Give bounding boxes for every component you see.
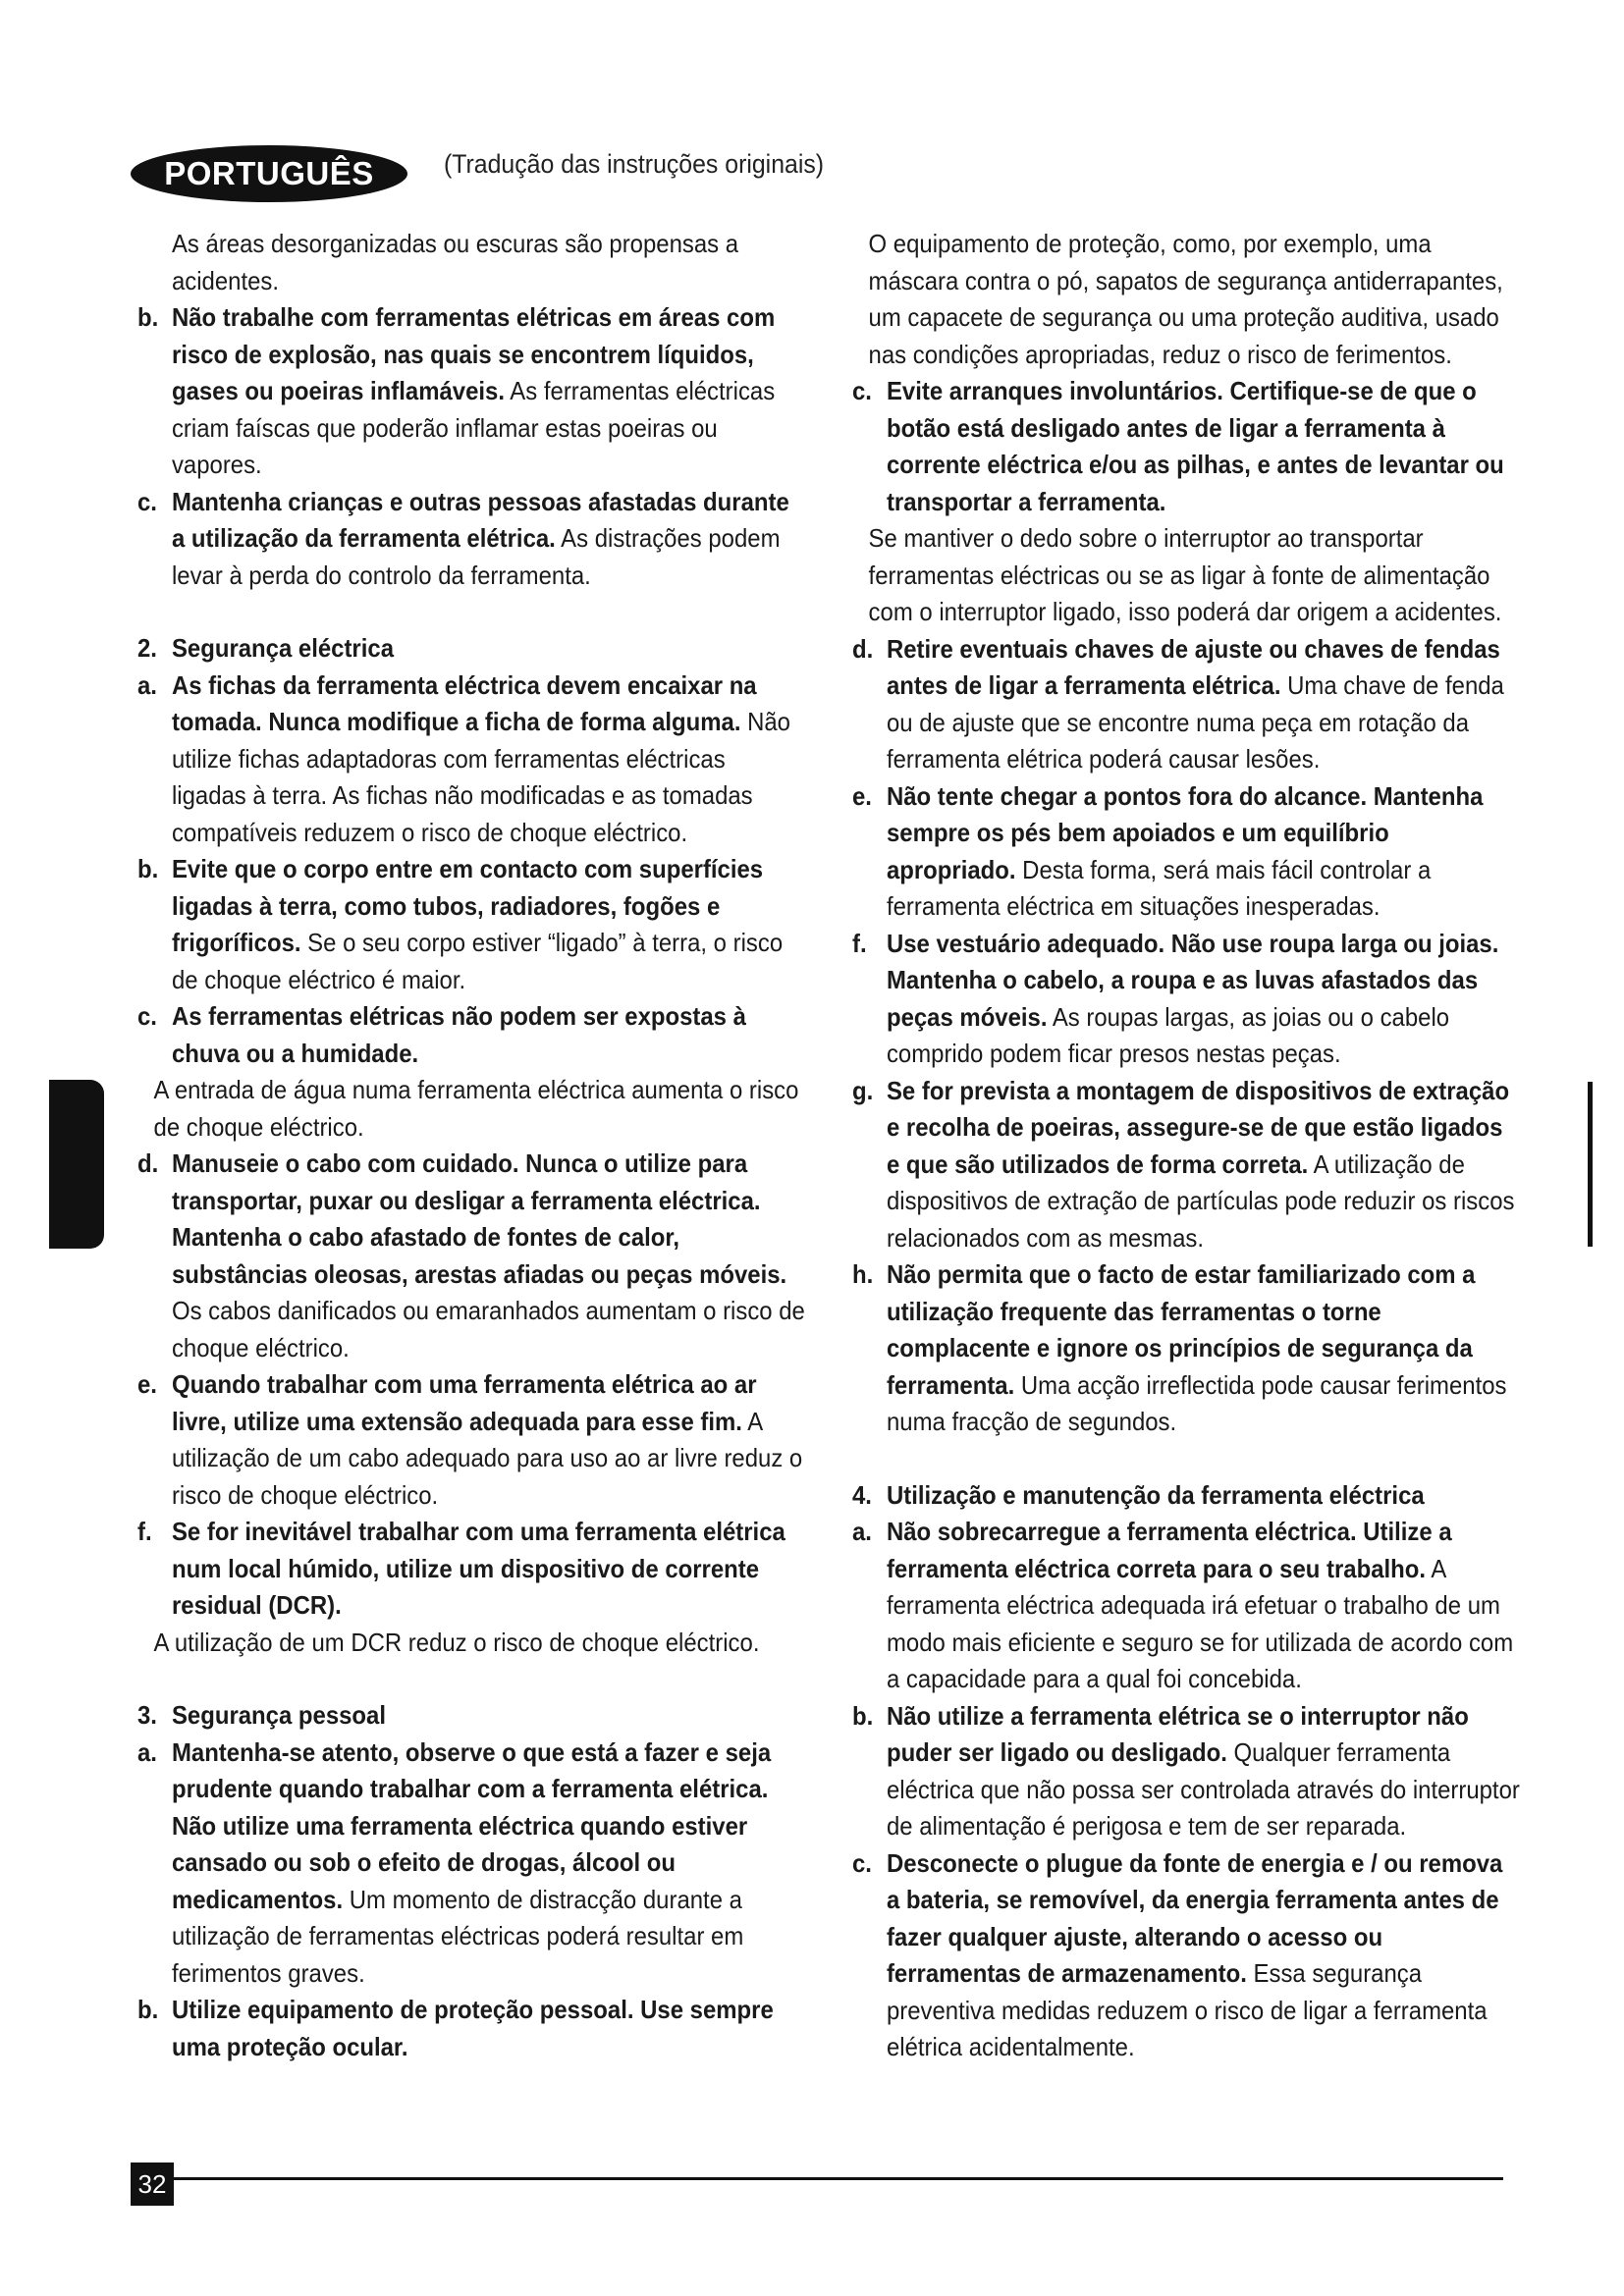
item-emphasis: As ferramentas elétricas não podem ser expostas à chuva ou a humidade.: [171, 1001, 746, 1068]
item-text: Se o seu corpo estiver “ligado” à terra, o risco de choque eléctrico é maior.: [171, 928, 784, 994]
item-emphasis: Não sobrecarregue a ferramenta eléctrica. Utilize a ferramenta eléctrica correta para o seu trabalho.: [886, 1517, 1452, 1583]
instruction-item: [137, 998, 806, 1072]
instruction-item: [852, 1845, 1521, 2066]
item-emphasis: Desconecte o plugue da fonte de energia e / ou remova a bateria, se removível, da energia ferramenta antes de fazer qualquer ajuste, alterando o acesso ou ferramentas de armazenamento.: [886, 1847, 1503, 1988]
item-text: Essa segurança preventiva medidas reduzem o risco de ligar a ferramenta elétrica acidentalmente.: [886, 1958, 1488, 2061]
instruction-item: [137, 299, 806, 484]
item-label: b.: [852, 1700, 874, 1731]
instruction-item: [137, 1366, 806, 1514]
right-column: [852, 226, 1521, 2066]
item-emphasis: As fichas da ferramenta eléctrica devem encaixar na tomada. Nunca modifique a ficha de forma alguma.: [171, 669, 757, 736]
margin-marker: [1588, 1082, 1593, 1247]
section-heading-3: [137, 1697, 806, 1735]
item-text: Uma chave de fenda ou de ajuste que se encontre numa peça em rotação da ferramenta elétrica poderá causar lesões.: [886, 670, 1504, 774]
item-text: Desta forma, será mais fácil controlar a ferramenta eléctrica em situações inesperadas.: [886, 854, 1432, 921]
item-emphasis: Use vestuário adequado. Não use roupa larga ou joias. Mantenha o cabelo, a roupa e as luvas afastados das peças móveis.: [886, 928, 1499, 1032]
item-text: A utilização de um cabo adequado para uso ao ar livre reduz o risco de choque eléctrico.: [171, 1406, 803, 1510]
instruction-item: [137, 667, 806, 852]
instruction-item: [137, 1735, 806, 1993]
section-heading-4: [852, 1477, 1521, 1515]
instruction-item: [852, 1698, 1521, 1845]
item-emphasis: Se for inevitável trabalhar com uma ferramenta elétrica num local húmido, utilize um dispositivo de corrente residual (DCR).: [171, 1517, 785, 1620]
item-emphasis: Quando trabalhar com uma ferramenta elétrica ao ar livre, utilize uma extensão adequada para esse fim.: [171, 1369, 757, 1436]
item-label: b.: [137, 1995, 159, 2024]
item-followup: A utilização de um DCR reduz o risco de choque eléctrico.: [153, 1627, 760, 1657]
section-title: Segurança eléctrica: [171, 633, 395, 663]
instruction-item: [137, 1514, 806, 1625]
item-label: e.: [137, 1369, 157, 1399]
item-emphasis: Não tente chegar a pontos fora do alcance. Mantenha sempre os pés bem apoiados e um equilíbrio apropriado.: [886, 780, 1484, 884]
item-emphasis: Utilize equipamento de proteção pessoal. Use sempre uma proteção ocular.: [171, 1995, 774, 2061]
section-number: 4.: [852, 1479, 872, 1510]
item-label: b.: [137, 302, 159, 332]
section-title: Segurança pessoal: [171, 1700, 386, 1730]
item-label: d.: [852, 633, 874, 664]
intro-text: O equipamento de proteção, como, por exemplo, uma máscara contra o pó, sapatos de segurança antiderrapantes, um capacete de segurança ou uma proteção auditiva, usado nas condições apropriadas, reduz o risco de ferimentos.: [868, 229, 1503, 369]
item-emphasis: Retire eventuais chaves de ajuste ou chaves de fendas antes de ligar a ferramenta elétrica.: [886, 633, 1500, 700]
item-label: c.: [137, 1001, 157, 1031]
instruction-item: [852, 1256, 1521, 1441]
item-followup: A entrada de água numa ferramenta eléctrica aumenta o risco de choque eléctrico.: [153, 1075, 799, 1142]
instruction-item: [852, 1514, 1521, 1698]
section-heading-2: [137, 630, 806, 667]
instruction-item: [852, 373, 1521, 520]
item-text: Qualquer ferramenta eléctrica que não possa ser controlada através do interruptor de alimentação é perigosa e tem de ser reparada.: [886, 1737, 1520, 1841]
item-emphasis: Evite que o corpo entre em contacto com superfícies ligadas à terra, como tubos, radiadores, fogões e frigoríficos.: [171, 854, 764, 957]
item-text: As distrações podem levar à perda do controlo da ferramenta.: [171, 523, 781, 590]
item-label: c.: [852, 376, 872, 405]
translation-note: (Tradução das instruções originais): [444, 149, 825, 179]
instruction-item: [137, 484, 806, 595]
section-number: 3.: [137, 1700, 157, 1730]
item-label: a.: [852, 1517, 872, 1546]
item-emphasis: Mantenha crianças e outras pessoas afastadas durante a utilização da ferramenta elétrica.: [171, 486, 789, 553]
footer-rule: [131, 2177, 1503, 2180]
item-emphasis: Evite arranques involuntários. Certifique-se de que o botão está desligado antes de ligar a ferramenta à corrente eléctrica e/ou as pilhas, e antes de levantar ou transportar a ferramenta.: [886, 376, 1504, 516]
item-text: A utilização de dispositivos de extração de partículas pode reduzir os riscos relacionados com as mesmas.: [886, 1148, 1515, 1253]
item-label: a.: [137, 1736, 157, 1767]
item-text: Não utilize fichas adaptadoras com ferramentas eléctricas ligadas à terra. As fichas não modificadas e as tomadas compatíveis reduzem o risco de choque eléctrico.: [171, 707, 790, 847]
language-badge: PORTUGUÊS: [131, 145, 407, 202]
item-emphasis: Mantenha-se atento, observe o que está a fazer e seja prudente quando trabalhar com a ferramenta elétrica. Não utilize uma ferramenta eléctrica quando estiver cansado ou sob o efeito de drogas, álcool ou medicamentos.: [171, 1736, 772, 1914]
item-label: h.: [852, 1259, 874, 1289]
intro-text: As áreas desorganizadas ou escuras são propensas a acidentes.: [171, 229, 739, 295]
instruction-item: [852, 926, 1521, 1073]
section-number: 2.: [137, 633, 157, 663]
item-label: e.: [852, 780, 872, 811]
item-emphasis: Não utilize a ferramenta elétrica se o interruptor não puder ser ligado ou desligado.: [886, 1700, 1469, 1767]
item-label: c.: [852, 1847, 872, 1878]
item-text: As ferramentas eléctricas criam faíscas que poderão inflamar estas poeiras ou vapores.: [171, 376, 776, 479]
left-column: [137, 226, 806, 2065]
item-text: Um momento de distracção durante a utilização de ferramentas eléctricas poderá resultar em ferimentos graves.: [171, 1884, 744, 1988]
item-text: A ferramenta eléctrica adequada irá efetuar o trabalho de um modo mais eficiente e seguro se for utilizada de acordo com a capacidade para a qual foi concebida.: [886, 1553, 1514, 1693]
item-label: a.: [137, 669, 157, 700]
instruction-item: [852, 1073, 1521, 1257]
item-followup: Se mantiver o dedo sobre o interruptor ao transportar ferramentas eléctricas ou se as ligar à fonte de alimentação com o interruptor ligado, isso poderá dar origem a acidentes.: [868, 523, 1502, 626]
instruction-item: [852, 631, 1521, 778]
page-number: 32: [131, 2163, 174, 2206]
item-emphasis: Manuseie o cabo com cuidado. Nunca o utilize para transportar, puxar ou desligar a ferramenta eléctrica. Mantenha o cabo afastado de fontes de calor, substâncias oleosas, arestas afiadas ou peças móveis.: [171, 1148, 787, 1289]
instruction-item: [137, 1992, 806, 2065]
item-text: Uma acção irreflectida pode causar ferimentos numa fracção de segundos.: [886, 1369, 1507, 1436]
instruction-item: [137, 851, 806, 998]
item-emphasis: Não trabalhe com ferramentas elétricas em áreas com risco de explosão, nas quais se encontrem líquidos, gases ou poeiras inflamáveis.: [171, 302, 776, 405]
item-label: f.: [852, 928, 867, 958]
item-label: c.: [137, 486, 157, 516]
instruction-item: [137, 1146, 806, 1366]
chapter-tab: [49, 1080, 104, 1249]
item-text: As roupas largas, as joias ou o cabelo comprido podem ficar presos nestas peças.: [886, 1001, 1450, 1068]
instruction-item: [852, 778, 1521, 926]
item-label: b.: [137, 854, 159, 883]
item-label: g.: [852, 1075, 874, 1105]
section-title: Utilização e manutenção da ferramenta eléctrica: [886, 1479, 1425, 1510]
item-emphasis: Se for prevista a montagem de dispositivos de extração e recolha de poeiras, assegure-se de que estão ligados e que são utilizados de forma correta.: [886, 1075, 1510, 1179]
item-text: Os cabos danificados ou emaranhados aumentam o risco de choque eléctrico.: [171, 1296, 805, 1362]
item-emphasis: Não permita que o facto de estar familiarizado com a utilização frequente das ferramentas o torne complacente e ignore os princípios de segurança da ferramenta.: [886, 1259, 1476, 1400]
item-label: f.: [137, 1517, 152, 1546]
item-label: d.: [137, 1148, 159, 1178]
